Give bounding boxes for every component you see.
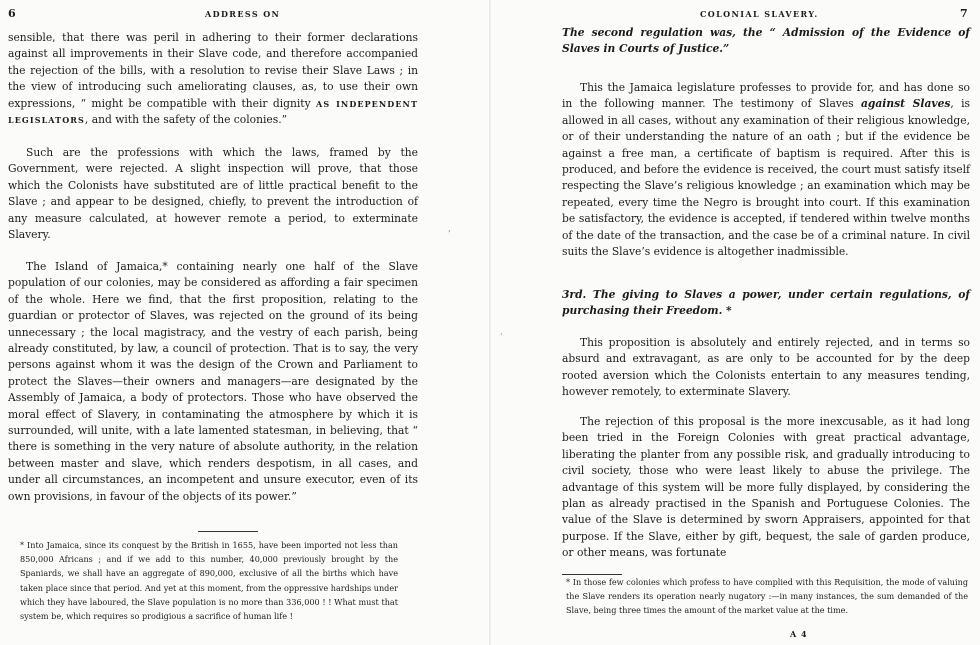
right-heading-2: The second regulation was, the “ Admission of the Evidence of Slaves in Courts of Justice.” (562, 26, 970, 56)
right-paragraph-1-tail: , is allowed in all cases, without any examination of their religious knowledge, or of their understanding the nature of an oath ; but if the evidence be against a free man, a certificate of baptism is required. After this is produced, and before the evidence is received, the court must satisfy itself respecting the Slave’s religious knowledge ; an examination which may be repeated, every time the Negro is brought into court. If this examination be satisfactory, the evidence is accepted, if tendered within twelve months of the date of the transaction, and the case be of a criminal nature. In civil suits the Slave’s evidence is altogether inadmissible. (562, 97, 971, 259)
margin-mark: , (448, 224, 451, 234)
left-paragraph-3 (8, 259, 418, 505)
page-number-right: 7 (960, 7, 968, 20)
footnote-right: * In those few colonies which profess to have complied with this Requisition, the mode of valuing the Slave renders its operation nearly nugatory :—in many instances, the sum demanded of the Slave, being three times the amount of the market value at the time. (566, 577, 968, 616)
right-heading-3: 3rd. The giving to Slaves a power, under certain regulations, of purchasing their Freedom. * (562, 288, 970, 318)
running-head-right: COLONIAL SLAVERY. (700, 9, 819, 19)
running-head-left: ADDRESS ON (205, 9, 281, 19)
left-paragraph-3-text: The Island of Jamaica,* containing nearly one half of the Slave population of our colonies, may be considered as affording a fair specimen of the whole. Here we find, that the first proposition, relating to the guardian or protector of Slaves, was rejected on the ground of its being unnecessary ; the local magistracy, and the vestry of each parish, being already constituted, by law, a council of protection. That is to say, the very persons against whom it was the design of the Crown and Parliament to protect the Slaves—their owners and managers—are designated by the Assembly of Jamaica, a body of protectors. Those who have observed the moral effect of Slavery, in contaminating the atmosphere by which it is surrounded, will unite, with a late lamented statesman, in believing, that “ there is something in the very nature of absolute authority, in the relation between master and slave, which renders despotism, in all cases, and under all circumstances, an incompetent and unsure executor, even of its own provisions, in favour of the objects of its power.” (8, 260, 418, 503)
left-paragraph-1-tail: , and with the safety of the colonies.” (84, 113, 288, 127)
right-paragraph-2 (562, 335, 970, 401)
page-number-left: 6 (8, 7, 16, 20)
left-paragraph-1-smallcaps: AS INDEPENDENT LEGISLATORS (8, 98, 418, 126)
signature-mark: A 4 (790, 629, 808, 639)
right-page (490, 0, 980, 645)
left-paragraph-1-text: sensible, that there was peril in adhering to their former declarations against all improvements in their Slave code, and therefore accompanied the rejection of the bills, with a resolution to revise their Slave Laws ; in the view of introducing such ameliorating clauses, as, to use their own expressions, “ might be compatible with their dignity (8, 31, 418, 110)
left-paragraph-1 (8, 30, 418, 128)
right-paragraph-1 (562, 80, 970, 260)
margin-mark-right: · (500, 330, 503, 340)
left-paragraph-2-text: Such are the professions with which the laws, framed by the Government, were rejected. A slight inspection will prove, that those which the Colonists have substituted are of little practical benefit to the Slave ; and appear to be designed, chiefly, to prevent the introduction of any measure calculated, at however remote a period, to exterminate Slavery. (8, 146, 418, 242)
right-paragraph-3 (562, 414, 970, 562)
right-paragraph-1-italic: against Slaves (860, 97, 951, 111)
right-paragraph-2-text: This proposition is absolutely and entirely rejected, and in terms so absurd and extravagant, as are only to be accounted for by the deep rooted aversion which the Colonists entertain to any measures tending, however remotely, to exterminate Slavery. (562, 336, 970, 399)
footnote-left: * Into Jamaica, since its conquest by the British in 1655, have been imported not less than 850,000 Africans ; and if we add to this number, 40,000 previously brought by the Spaniards, we shall have an aggregate of 890,000, exclusive of all the births which have taken place since that period. And yet at this moment, from the oppressive hardships under which they have laboured, the Slave population is no more than 336,000 ! ! What must that system be, which requires so prodigious a sacrifice of human life ! (20, 540, 398, 622)
right-paragraph-3-text: The rejection of this proposal is the more inexcusable, as it had long been tried in the Foreign Colonies with great practical advantage, liberating the planter from any possible risk, and gradually introducing to civil society, those who were least likely to abuse the privilege. The advantage of this system will be more fully displayed, by considering the plan as already practised in the Spanish and Portuguese Colonies. The value of the Slave is determined by sworn Appraisers, appointed for that purpose. If the Slave, either by gift, bequest, the sale of garden produce, or other means, was fortunate (562, 415, 970, 560)
left-paragraph-2 (8, 145, 418, 243)
right-paragraph-1-text: This the Jamaica legislature professes to provide for, and has done so in the following manner. The testimony of Slaves (562, 81, 970, 111)
footnote-rule-left (198, 531, 258, 532)
